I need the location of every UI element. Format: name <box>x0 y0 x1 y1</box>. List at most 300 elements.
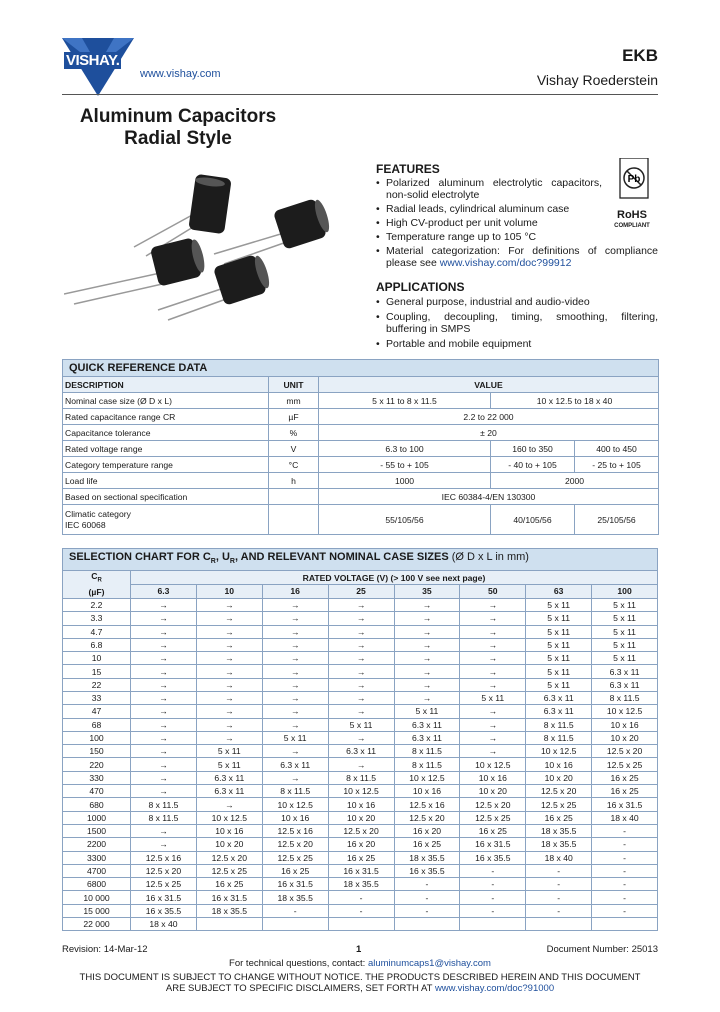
case-size-cell: 10 x 16 <box>592 718 658 731</box>
case-size-cell: → <box>262 665 328 678</box>
selection-chart-table <box>62 548 658 931</box>
capacitance-cell: 3.3 <box>63 612 131 625</box>
capacitance-cell: 10 <box>63 652 131 665</box>
case-size-cell: 5 x 11 <box>262 731 328 744</box>
case-size-cell: → <box>262 638 328 651</box>
table-row <box>63 864 658 877</box>
case-size-cell: → <box>196 798 262 811</box>
case-size-cell: 12.5 x 20 <box>526 785 592 798</box>
case-size-cell: 16 x 31.5 <box>592 798 658 811</box>
case-size-cell: - <box>592 864 658 877</box>
case-size-cell: - <box>526 891 592 904</box>
case-size-cell: → <box>131 612 197 625</box>
case-size-cell: → <box>131 838 197 851</box>
case-size-cell: 12.5 x 16 <box>394 798 460 811</box>
case-size-cell: → <box>394 625 460 638</box>
case-size-cell: → <box>328 652 394 665</box>
case-size-cell: → <box>460 598 526 611</box>
table-row <box>63 598 658 611</box>
case-size-cell: 10 x 16 <box>526 758 592 771</box>
case-size-cell: 16 x 31.5 <box>328 864 394 877</box>
case-size-cell: 6.3 x 11 <box>592 665 658 678</box>
website-link[interactable]: www.vishay.com <box>140 68 221 80</box>
capacitance-cell: 1500 <box>63 824 131 837</box>
voltage-header: 100 <box>592 585 658 599</box>
case-size-cell: → <box>131 705 197 718</box>
case-size-cell: 12.5 x 16 <box>262 824 328 837</box>
page-number: 1 <box>356 944 362 955</box>
case-size-cell: 8 x 11.5 <box>394 758 460 771</box>
case-size-cell: → <box>196 705 262 718</box>
case-size-cell: 5 x 11 <box>592 638 658 651</box>
case-size-cell: 16 x 20 <box>394 824 460 837</box>
case-size-cell: 12.5 x 25 <box>460 811 526 824</box>
case-size-cell: → <box>196 691 262 704</box>
case-size-cell: → <box>460 745 526 758</box>
case-size-cell: → <box>460 652 526 665</box>
case-size-cell: 16 x 25 <box>328 851 394 864</box>
compliance-link[interactable]: www.vishay.com/doc?99912 <box>439 257 572 269</box>
features-list <box>376 177 602 245</box>
capacitance-cell: 2200 <box>63 838 131 851</box>
case-size-cell: - <box>328 904 394 917</box>
table-row <box>63 612 658 625</box>
capacitance-cell: 68 <box>63 718 131 731</box>
case-size-cell: 5 x 11 <box>526 652 592 665</box>
case-size-cell: → <box>131 665 197 678</box>
capacitance-cell: 1000 <box>63 811 131 824</box>
capacitance-cell: 150 <box>63 745 131 758</box>
case-size-cell: 18 x 35.5 <box>394 851 460 864</box>
feature-item: • Polarized aluminum electrolytic capacitors, non-solid electrolyte <box>376 177 602 201</box>
case-size-cell <box>328 918 394 931</box>
case-size-cell: → <box>394 638 460 651</box>
rohs-label: RoHS COMPLIANT <box>614 209 650 229</box>
case-size-cell: → <box>460 638 526 651</box>
case-size-cell: 12.5 x 20 <box>394 811 460 824</box>
case-size-cell: 8 x 11.5 <box>131 798 197 811</box>
case-size-cell: → <box>460 612 526 625</box>
case-size-cell: → <box>394 665 460 678</box>
case-size-cell: 5 x 11 <box>592 652 658 665</box>
feature-item: • Temperature range up to 105 °C <box>376 231 602 243</box>
applications-list <box>376 296 658 352</box>
case-size-cell: → <box>394 598 460 611</box>
case-size-cell: 8 x 11.5 <box>526 718 592 731</box>
case-size-cell: 16 x 25 <box>394 838 460 851</box>
case-size-cell: → <box>131 598 197 611</box>
application-item: • Coupling, decoupling, timing, smoothing, filtering, buffering in SMPS <box>376 311 658 335</box>
case-size-cell: - <box>460 904 526 917</box>
voltage-header: 25 <box>328 585 394 599</box>
capacitor-photo <box>64 172 354 322</box>
voltage-header: 10 <box>196 585 262 599</box>
case-size-cell: → <box>196 612 262 625</box>
case-size-cell: 6.3 x 11 <box>592 678 658 691</box>
case-size-cell: 10 x 20 <box>592 731 658 744</box>
case-size-cell: → <box>328 731 394 744</box>
case-size-cell: 5 x 11 <box>592 625 658 638</box>
voltage-header: 50 <box>460 585 526 599</box>
capacitance-cell: 15 <box>63 665 131 678</box>
case-size-cell: - <box>460 891 526 904</box>
page-title: Aluminum Capacitors Radial Style <box>79 106 277 149</box>
case-size-cell: → <box>460 718 526 731</box>
case-size-cell: 6.3 x 11 <box>394 718 460 731</box>
table-row <box>63 638 658 651</box>
table-row: Climatic category IEC 60068 55/105/56 40/105/56 25/105/56 <box>63 505 659 535</box>
table-row <box>63 878 658 891</box>
case-size-cell: 16 x 31.5 <box>196 891 262 904</box>
case-size-cell <box>592 918 658 931</box>
table-row: Based on sectional specification IEC 60384-4/EN 130300 <box>63 489 659 505</box>
case-size-cell: 8 x 11.5 <box>262 785 328 798</box>
case-size-cell: → <box>196 718 262 731</box>
case-size-cell: 8 x 11.5 <box>131 811 197 824</box>
company-name: Vishay Roederstein <box>536 72 658 88</box>
voltage-header: 16 <box>262 585 328 599</box>
table-row: Load life h 1000 2000 <box>63 473 659 489</box>
case-size-cell: 10 x 12.5 <box>328 785 394 798</box>
voltage-header: 35 <box>394 585 460 599</box>
table-row <box>63 798 658 811</box>
case-size-cell: 5 x 11 <box>196 758 262 771</box>
capacitance-cell: 4700 <box>63 864 131 877</box>
capacitance-cell: 6800 <box>63 878 131 891</box>
case-size-cell: → <box>131 625 197 638</box>
case-size-cell: 10 x 20 <box>196 838 262 851</box>
table-row: Nominal case size (Ø D x L) mm 5 x 11 to 8 x 11.5 10 x 12.5 to 18 x 40 <box>63 393 659 409</box>
case-size-cell: → <box>196 731 262 744</box>
case-size-cell: → <box>328 598 394 611</box>
case-size-cell: 18 x 35.5 <box>262 891 328 904</box>
vishay-logo-text: VISHAY. <box>66 52 120 69</box>
case-size-cell: 5 x 11 <box>394 705 460 718</box>
capacitance-cell: 4.7 <box>63 625 131 638</box>
case-size-cell: → <box>131 745 197 758</box>
case-size-cell: 18 x 35.5 <box>526 838 592 851</box>
case-size-cell: 12.5 x 25 <box>131 878 197 891</box>
applications-heading: APPLICATIONS <box>376 280 465 294</box>
table-row <box>63 838 658 851</box>
col-unit: UNIT <box>269 377 319 393</box>
case-size-cell: - <box>526 878 592 891</box>
table-row <box>63 851 658 864</box>
case-size-cell: 8 x 11.5 <box>526 731 592 744</box>
case-size-cell <box>394 918 460 931</box>
features-heading: FEATURES <box>376 162 440 176</box>
col-description: DESCRIPTION <box>63 377 269 393</box>
table-row <box>63 678 658 691</box>
disclaimer-line-2: ARE SUBJECT TO SPECIFIC DISCLAIMERS, SET FORTH AT www.vishay.com/doc?91000 <box>165 983 555 994</box>
case-size-cell: 8 x 11.5 <box>394 745 460 758</box>
case-size-cell <box>262 918 328 931</box>
case-size-cell: - <box>262 904 328 917</box>
revision: Revision: 14-Mar-12 <box>62 944 148 955</box>
table-row <box>63 771 658 784</box>
case-size-cell: 10 x 20 <box>328 811 394 824</box>
case-size-cell: 18 x 40 <box>592 811 658 824</box>
case-size-cell: - <box>592 904 658 917</box>
case-size-cell: → <box>262 718 328 731</box>
capacitance-cell: 220 <box>63 758 131 771</box>
table-row: Rated voltage range V 6.3 to 100 160 to 350 400 to 450 <box>63 441 659 457</box>
case-size-cell: 10 x 16 <box>328 798 394 811</box>
case-size-cell: 18 x 35.5 <box>196 904 262 917</box>
case-size-cell: 18 x 40 <box>131 918 197 931</box>
case-size-cell: 10 x 16 <box>394 785 460 798</box>
capacitance-cell: 47 <box>63 705 131 718</box>
col-capacitance: $C_R$ (µF) <box>63 571 131 599</box>
capacitance-cell: 470 <box>63 785 131 798</box>
case-size-cell: 10 x 20 <box>460 785 526 798</box>
case-size-cell: 10 x 12.5 <box>592 705 658 718</box>
part-number: EKB <box>622 46 658 65</box>
case-size-cell: 12.5 x 20 <box>196 851 262 864</box>
disclaimer-line-1: THIS DOCUMENT IS SUBJECT TO CHANGE WITHOUT NOTICE. THE PRODUCTS DESCRIBED HEREIN AND THIS DOCUMENT <box>79 972 641 983</box>
case-size-cell: → <box>262 612 328 625</box>
voltage-header: 63 <box>526 585 592 599</box>
case-size-cell: - <box>592 824 658 837</box>
table-row <box>63 705 658 718</box>
case-size-cell: 12.5 x 20 <box>592 745 658 758</box>
email-link[interactable]: aluminumcaps1@vishay.com <box>367 958 491 969</box>
case-size-cell: - <box>328 891 394 904</box>
case-size-cell: 5 x 11 <box>592 598 658 611</box>
case-size-cell: 10 x 20 <box>526 771 592 784</box>
table-row <box>63 904 658 917</box>
table-row <box>63 824 658 837</box>
table-row: Rated capacitance range CR µF 2.2 to 22 000 <box>63 409 659 425</box>
selection-chart-title: SELECTION CHART FOR $C_R$, $U_R$, AND RELEVANT NOMINAL CASE SIZES (Ø D x L in mm) <box>63 549 658 571</box>
case-size-cell: 5 x 11 <box>526 612 592 625</box>
table-row <box>63 731 658 744</box>
header-divider <box>62 94 658 95</box>
rohs-pb-icon <box>606 158 656 208</box>
case-size-cell <box>196 918 262 931</box>
case-size-cell: 12.5 x 25 <box>592 758 658 771</box>
case-size-cell: → <box>196 598 262 611</box>
case-size-cell: - <box>460 878 526 891</box>
feature-item: • Radial leads, cylindrical aluminum case <box>376 203 602 215</box>
capacitance-cell: 2.2 <box>63 598 131 611</box>
case-size-cell: 16 x 20 <box>328 838 394 851</box>
case-size-cell: 10 x 12.5 <box>460 758 526 771</box>
case-size-cell: 18 x 35.5 <box>328 878 394 891</box>
capacitance-cell: 100 <box>63 731 131 744</box>
case-size-cell: 8 x 11.5 <box>592 691 658 704</box>
table-row <box>63 718 658 731</box>
case-size-cell: - <box>394 891 460 904</box>
capacitance-cell: 15 000 <box>63 904 131 917</box>
case-size-cell: → <box>394 691 460 704</box>
case-size-cell: → <box>328 691 394 704</box>
case-size-cell: 5 x 11 <box>526 638 592 651</box>
case-size-cell: 12.5 x 16 <box>131 851 197 864</box>
case-size-cell: - <box>592 878 658 891</box>
case-size-cell: 8 x 11.5 <box>328 771 394 784</box>
capacitance-cell: 22 <box>63 678 131 691</box>
table-row: Capacitance tolerance % ± 20 <box>63 425 659 441</box>
col-value: VALUE <box>319 377 659 393</box>
case-size-cell: → <box>131 731 197 744</box>
capacitance-cell: 330 <box>63 771 131 784</box>
case-size-cell: 6.3 x 11 <box>262 758 328 771</box>
table-row <box>63 745 658 758</box>
case-size-cell: 16 x 25 <box>460 824 526 837</box>
quick-reference-table <box>62 359 659 535</box>
case-size-cell: 6.3 x 11 <box>196 785 262 798</box>
table-row <box>63 665 658 678</box>
case-size-cell: → <box>394 652 460 665</box>
case-size-cell: 6.3 x 11 <box>328 745 394 758</box>
document-number: Document Number: 25013 <box>546 944 658 955</box>
case-size-cell: 10 x 12.5 <box>262 798 328 811</box>
case-size-cell: 5 x 11 <box>592 612 658 625</box>
case-size-cell: → <box>196 638 262 651</box>
table-row <box>63 625 658 638</box>
case-size-cell: → <box>131 824 197 837</box>
case-size-cell: → <box>131 718 197 731</box>
case-size-cell: 16 x 25 <box>526 811 592 824</box>
application-item: • General purpose, industrial and audio-video <box>376 296 658 308</box>
case-size-cell <box>526 918 592 931</box>
case-size-cell: - <box>394 878 460 891</box>
case-size-cell: 5 x 11 <box>196 745 262 758</box>
case-size-cell: 5 x 11 <box>526 625 592 638</box>
case-size-cell: 16 x 25 <box>592 771 658 784</box>
capacitance-cell: 33 <box>63 691 131 704</box>
case-size-cell: 10 x 16 <box>196 824 262 837</box>
case-size-cell: 10 x 12.5 <box>526 745 592 758</box>
case-size-cell: → <box>131 638 197 651</box>
case-size-cell: → <box>262 678 328 691</box>
table-row <box>63 758 658 771</box>
case-size-cell: 16 x 25 <box>262 864 328 877</box>
application-item: • Portable and mobile equipment <box>376 338 658 350</box>
case-size-cell: → <box>328 665 394 678</box>
case-size-cell: 6.3 x 11 <box>196 771 262 784</box>
table-row <box>63 891 658 904</box>
quick-reference-title: QUICK REFERENCE DATA <box>63 360 659 377</box>
case-size-cell: → <box>196 665 262 678</box>
case-size-cell: 5 x 11 <box>526 598 592 611</box>
case-size-cell: 18 x 40 <box>526 851 592 864</box>
case-size-cell: - <box>526 864 592 877</box>
case-size-cell: → <box>262 771 328 784</box>
case-size-cell: 6.3 x 11 <box>394 731 460 744</box>
table-row <box>63 691 658 704</box>
case-size-cell: 16 x 31.5 <box>262 878 328 891</box>
case-size-cell: 18 x 35.5 <box>526 824 592 837</box>
capacitance-cell: 10 000 <box>63 891 131 904</box>
table-row: Category temperature range °C - 55 to + 105 - 40 to + 105 - 25 to + 105 <box>63 457 659 473</box>
case-size-cell: 6.3 x 11 <box>526 691 592 704</box>
case-size-cell: → <box>131 678 197 691</box>
case-size-cell: 16 x 25 <box>196 878 262 891</box>
case-size-cell: → <box>196 625 262 638</box>
case-size-cell: → <box>262 652 328 665</box>
case-size-cell: - <box>592 838 658 851</box>
case-size-cell: → <box>394 612 460 625</box>
case-size-cell: 10 x 12.5 <box>196 811 262 824</box>
table-row <box>63 811 658 824</box>
case-size-cell: 12.5 x 20 <box>460 798 526 811</box>
case-size-cell: - <box>592 891 658 904</box>
case-size-cell: 12.5 x 25 <box>196 864 262 877</box>
case-size-cell: → <box>328 625 394 638</box>
case-size-cell: → <box>460 625 526 638</box>
feature-item: • High CV-product per unit volume <box>376 217 602 229</box>
case-size-cell: 5 x 11 <box>526 665 592 678</box>
case-size-cell: → <box>131 758 197 771</box>
case-size-cell: → <box>131 691 197 704</box>
case-size-cell: → <box>328 612 394 625</box>
case-size-cell: 16 x 35.5 <box>460 851 526 864</box>
case-size-cell: 5 x 11 <box>526 678 592 691</box>
case-size-cell: 16 x 35.5 <box>131 904 197 917</box>
col-rated-voltage: RATED VOLTAGE (V) (> 100 V see next page) <box>131 571 658 585</box>
case-size-cell: → <box>460 665 526 678</box>
table-row <box>63 918 658 931</box>
rohs-pb-text: Pb <box>627 174 641 185</box>
case-size-cell: → <box>328 758 394 771</box>
case-size-cell: 5 x 11 <box>328 718 394 731</box>
case-size-cell: 16 x 25 <box>592 785 658 798</box>
case-size-cell: → <box>262 625 328 638</box>
features-list-compliance <box>376 245 658 271</box>
capacitance-cell: 3300 <box>63 851 131 864</box>
case-size-cell: → <box>262 745 328 758</box>
case-size-cell: 12.5 x 20 <box>328 824 394 837</box>
case-size-cell: 10 x 12.5 <box>394 771 460 784</box>
case-size-cell: → <box>131 785 197 798</box>
case-size-cell: 16 x 35.5 <box>394 864 460 877</box>
case-size-cell: → <box>131 771 197 784</box>
case-size-cell: → <box>131 652 197 665</box>
case-size-cell: 6.3 x 11 <box>526 705 592 718</box>
case-size-cell: 12.5 x 20 <box>131 864 197 877</box>
case-size-cell <box>460 918 526 931</box>
case-size-cell: → <box>460 678 526 691</box>
case-size-cell: 16 x 31.5 <box>131 891 197 904</box>
technical-questions: For technical questions, contact: aluminumcaps1@vishay.com <box>229 958 491 969</box>
voltage-header: 6.3 <box>131 585 197 599</box>
case-size-cell: 10 x 16 <box>262 811 328 824</box>
case-size-cell: → <box>328 638 394 651</box>
capacitance-cell: 680 <box>63 798 131 811</box>
case-size-cell: 12.5 x 25 <box>262 851 328 864</box>
case-size-cell: - <box>460 864 526 877</box>
case-size-cell: → <box>262 705 328 718</box>
case-size-cell: → <box>262 691 328 704</box>
case-size-cell: - <box>394 904 460 917</box>
case-size-cell: 12.5 x 25 <box>526 798 592 811</box>
case-size-cell: → <box>262 598 328 611</box>
case-size-cell: - <box>592 851 658 864</box>
case-size-cell: 12.5 x 20 <box>262 838 328 851</box>
case-size-cell: → <box>328 705 394 718</box>
case-size-cell: → <box>394 678 460 691</box>
case-size-cell: 16 x 31.5 <box>460 838 526 851</box>
case-size-cell: → <box>460 705 526 718</box>
disclaimer-link[interactable]: www.vishay.com/doc?91000 <box>434 983 555 994</box>
case-size-cell: → <box>196 652 262 665</box>
case-size-cell: → <box>328 678 394 691</box>
case-size-cell: → <box>196 678 262 691</box>
case-size-cell: 10 x 16 <box>460 771 526 784</box>
feature-item: • Material categorization: For definitions of compliance please see www.vishay.com/doc?99912 <box>376 245 658 269</box>
